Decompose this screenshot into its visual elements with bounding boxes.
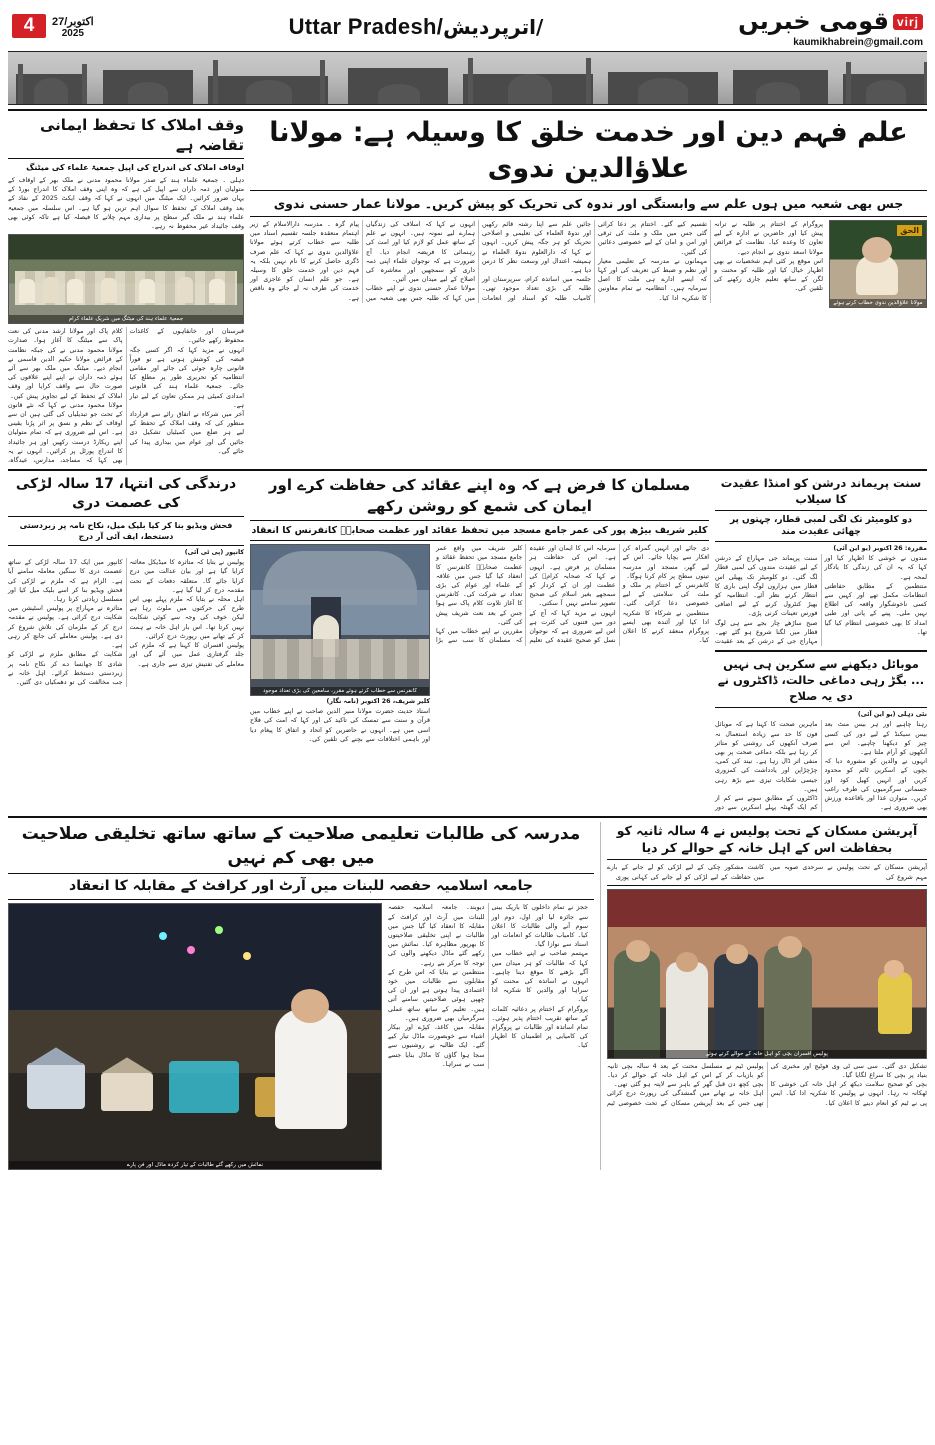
crime-body	[8, 558, 244, 687]
speaker-photo-caption: مولانا علاؤالدین ندوی خطاب کرتے ہوئے	[830, 299, 926, 307]
waqf-para-4: آخر میں شرکاء نے اتفاق رائے سے قرارداد منظور کی کہ وقف املاک کے تحفظ کے لیے ہر ضلع میں کمیٹیاں تشکیل دی جائیں گی اور عوام میں بیداری پیدا کی جائے گی۔	[129, 411, 244, 455]
date-day: /27	[52, 16, 68, 28]
madrasa-para-6: پروگرام کے اختتام پر دعائیہ کلمات کے ساتھ تقریب اختتام پذیر ہوئی۔ تمام اساتذہ اور طالبات نے پروگرام کی کامیابی پر اطمینان کا اظہار کیا۔	[491, 1005, 588, 1050]
crime-para-2: متاثرہ نے مہاراج پر پولیس اسٹیشن میں شکایت درج کرائی ہے۔ پولیس نے مقدمہ درج کر کے ملزمان کی تلاش شروع کر دی ہے۔ پولیس معاملے کی جانچ کر رہی ہے۔	[8, 605, 123, 650]
mosque-photo	[250, 544, 430, 696]
police-para-3: بچی کو صحیح سلامت دیکھ کر اہل خانہ کی خوشی کا ٹھکانہ نہ رہا۔ انہوں نے پولیس کا شکریہ ادا کیا۔ ایس پی نے ٹیم کو انعام دینے کا اعلان کیا۔	[770, 1081, 927, 1107]
police-photo-caption: پولیس افسران بچی کو اہل خانہ کے حوالے کرتے ہوئے	[608, 1050, 926, 1058]
mobile-headline: موبائل دیکھنے سے سکرین ہی نہیں ... بگڑ رہی دماغی حالت، ڈاکٹروں نے دی یہ صلاح	[717, 657, 925, 704]
police-para-2: اہل خانہ نے تھانے میں گمشدگی کی رپورٹ درج کرائی تھی جس کے بعد آپریشن مسکان کے تحت خصوصی ٹیم تشکیل دی گئی۔ سی سی ٹی وی فوٹیج اور مخبری کی بنیاد پر بچی کا سراغ لگایا گیا۔	[607, 1062, 927, 1107]
right-stack	[715, 475, 927, 812]
flood-body	[715, 554, 927, 646]
madrasa-headline: مدرسہ کی طالبات تعلیمی صلاحیت کے ساتھ ساتھ تخلیقی صلاحیت میں بھی کم نہیں	[21, 824, 581, 869]
mosque-para-4: استاذ حدیث حضرت مولانا منیر الدین صاحب نے اپنے خطاب میں قرآن و سنت سے تمسک کی تاکید کی اور کہا کہ امت کی فلاح اسی میں ہے۔ انہوں نے حاضرین کو اتحاد و اتفاق کا پیغام دیا اور باہمی اختلافات سے بچنے کی تلقین کی۔	[250, 708, 430, 743]
madrasa-photo	[8, 903, 382, 1170]
madrasa-subhead: جامعہ اسلامیہ حفصہ للبنات میں آرٹ اور کرافٹ کے مقابلہ کا انعقاد	[69, 878, 533, 895]
crime-para-5: اہل محلہ نے بتایا کہ ملزم پہلے بھی اس طرح کی حرکتوں میں ملوث رہا ہے لیکن خوف کی وجہ سے کوئی شکایت نہیں کرتا تھا۔ اس بار اہل خانہ نے ہمت کر کے تھانے میں رپورٹ درج کرائی۔	[129, 596, 244, 640]
madrasa-para-1: دیوبند۔ جامعہ اسلامیہ حفصہ للبنات میں آرٹ اور کرافٹ کے مقابلہ کا انعقاد کیا گیا جس میں طالبات نے اپنی تخلیقی صلاحیتوں کا بھرپور مظاہرہ کیا۔ نمائش میں رکھے گئے ماڈل دیکھنے والوں کی توجہ کا مرکز بنے رہے۔	[388, 904, 485, 967]
contact-email: kaumikhabrein@gmail.com	[793, 36, 923, 48]
madrasa-para-4: ججز نے تمام داخلوں کا باریک بینی سے جائزہ لیا اور اول، دوم اور سوم آنے والی طالبات کا اعلان کیا۔ کامیاب طالبات کو انعامات اور اسناد سے نوازا گیا۔	[491, 904, 588, 949]
madrasa-para-2: منتظمین نے بتایا کہ اس طرح کے مقابلوں سے طالبات میں خود اعتمادی پیدا ہوتی ہے اور ان کی چھپی ہوئی صلاحیتیں سامنے آتی ہیں۔ تعلیم کے ساتھ ساتھ عملی سرگرمیاں بھی ضروری ہیں۔	[388, 968, 485, 1022]
mosque-para-5: کانفرنس کے اختتام پر ملک و ملت کی سلامتی کے لیے خصوصی دعا کرائی گئی۔ منتظمین نے شرکاء کا شکریہ ادا کیا اور آئندہ بھی ایسے پروگرام منعقد کرنے کا اعلان کیا۔	[622, 582, 709, 645]
masthead-right	[738, 7, 923, 48]
crime-dateline: کانپور (پی ٹی آئی)	[184, 549, 244, 557]
waqf-para-3: انہوں نے مزید کہا کہ اگر کسی جگہ قبضہ کی کوشش ہوتی ہے تو فوراً قانونی چارہ جوئی کی جائے اور مقامی انتظامیہ کو تحریری طور پر مطلع کیا جائے۔ جمعیۃ علماء ہند کی قانونی امدادی کمیٹی ہر ممکن تعاون کے لیے تیار ہے۔	[129, 346, 244, 409]
waqf-subhead: اوقاف املاک کی اندراج کی اپیل جمعیۃ علماء کی میٹنگ	[26, 163, 244, 172]
police-headline: آپریشن مسکان کے تحت پولیس نے 4 سالہ ثانیہ کو بحفاظت اس کے اہل خانہ کے حوالے کر دیا	[616, 823, 918, 856]
speaker-badge: الحق	[897, 225, 922, 236]
waqf-photo	[8, 234, 244, 324]
mosque-para-1: کلیر شریف میں واقع عمر جامع مسجد میں تحفظ عقائد و عظمت صحابہؓ کانفرنس کا انعقاد کیا گیا جس میں علاقہ کے علماء اور عوام کی بڑی تعداد نے شرکت کی۔ کانفرنس کا آغاز تلاوت کلام پاک سے ہوا جس کے بعد نعت شریف پیش کی گئی۔	[436, 545, 523, 626]
lead-para-6: پروگرام کے اختتام پر طلبہ نے ترانہ پیش کیا اور حاضرین نے ادارہ کے لیے تعاون کا وعدہ کیا۔ نظامت کے فرائض مولانا اسعد ندوی نے انجام دیے۔	[714, 221, 823, 256]
mobile-para-2: ڈاکٹروں کے مطابق سونے سے کم از کم ایک گھنٹہ پہلے اسکرین سے دور رہنا چاہیے اور ہر بیس منٹ بعد بیس سیکنڈ کے لیے دور کی کسی چیز کو دیکھنا چاہیے۔ اس سے آنکھوں کو آرام ملتا ہے۔	[715, 721, 927, 812]
madrasa-body	[388, 903, 588, 1069]
lead-para-3: مولانا عمار حسنی ندوی نے اپنے خطاب میں کہا کہ طلبہ جس بھی شعبہ میں جائیں علم سے اپنا رشتہ قائم رکھیں اور ندوۃ العلماء کی تعلیمی و اصلاحی تحریک کو ہر جگہ پیش کریں۔ انہوں نے کہا کہ دارالعلوم ندوۃ العلماء نے ہمیشہ اعتدال اور وسعت نظر کا درس دیا ہے۔	[366, 221, 591, 302]
waqf-body	[8, 327, 244, 465]
police-photo	[607, 889, 927, 1059]
middle-section	[8, 475, 927, 812]
mosque-para-2: مقررین نے اپنے خطاب میں کہا کہ مسلمان کا سب سے بڑا سرمایہ اس کا ایمان اور عقیدہ ہے۔ اس کی حفاظت ہر مسلمان پر فرض ہے۔ انہوں نے کہا کہ صحابہ کرامؓ کی عظمت اور ان کے کردار کو سمجھے بغیر اسلام کی صحیح تصویر سامنے نہیں آ سکتی۔	[436, 545, 616, 645]
crime-subhead: فحش ویڈیو بنا کر کیا بلیک میل، نکاح نامہ پر زبردستی دستخط، ایف آئی آر درج	[19, 521, 233, 542]
mosque-para-3: انہوں نے مزید کہا کہ آج کے دور میں فتنوں کی کثرت ہے اس لیے ضروری ہے کہ نوجوان نسل کو صحیح عقیدہ کی تعلیم دی جائے اور انہیں گمراہ کن افکار سے بچایا جائے۔ اس کے لیے گھر، مسجد اور مدرسہ تینوں سطح پر کام کرنا ہوگا۔	[529, 545, 709, 645]
flood-para-1: سنت پریماند جی مہاراج کے درشن کے لیے عقیدت مندوں کی لمبی قطار لگ گئی۔ دو کلومیٹر تک پھیلی اس قطار میں ہزاروں لوگ اپنی باری کا انتظار کرتے نظر آئے۔ انتظامیہ کو بھیڑ کنٹرول کرنے کے لیے اضافی فورس تعینات کرنی پڑی۔	[715, 555, 818, 618]
lead-para-5: مہمانوں نے مدرسہ کے تعلیمی معیار اور نظم و ضبط کی تعریف کی اور کہا کہ ایسے ادارے ہی ملت کا اصل سرمایہ ہیں۔ انتظامیہ نے تمام معاونین کا شکریہ ادا کیا۔	[598, 257, 707, 302]
flood-headline: سنت پریماند درشن کو امنڈا عقیدت کا سیلاب	[720, 476, 922, 507]
lead-para-7: اس موقع پر کئی اہم شخصیات نے بھی اظہار خیال کیا اور طلبہ کو محنت و لگن کے ساتھ تعلیم جاری رکھنے کی تلقین کی۔	[714, 257, 823, 293]
waqf-intro: دہلی ۔ جمعیۃ علماء ہند کے صدر مولانا محمود مدنی نے ملک بھر کے اوقاف کے متولیان اور ذمہ داران سے اپیل کی ہے کہ وہ اپنی وقف املاک کا اندراج بورڈ کے یہاں ضرور کرائیں۔ ایک میٹنگ میں انہوں نے کہا کہ وقف ایکٹ 2025 کے نفاذ کے بعد وقف املاک کے تحفظ کا سوال اہم ترین ہو گیا ہے۔ اس سلسلہ میں جمعیۃ علماء ہند نے ملک گیر سطح پر بیداری مہم چلانے کا فیصلہ کیا ہے تاکہ کوئی بھی وقف جائیداد غیر محفوظ نہ رہے۔	[8, 177, 244, 231]
mobile-dateline: نئی دہلی (یو این آئی)	[857, 711, 927, 719]
skyline-banner-image	[8, 51, 927, 105]
publication-name: قومی خبریں	[738, 6, 889, 35]
flood-dateline: مقررہ: 26 اکتوبر (یو این آئی)	[833, 545, 927, 553]
mosque-photo-caption: کانفرنس سے خطاب کرتے ہوئے مقرر، سامعین کی بڑی تعداد موجود	[251, 687, 429, 695]
mobile-para-3: انہوں نے والدین کو مشورہ دیا کہ بچوں کے اسکرین ٹائم کو محدود کریں اور انہیں کھیل کود اور جسمانی سرگرمیوں کی طرف راغب کریں۔ متوازن غذا اور باقاعدہ ورزش بھی ضروری ہے۔	[824, 758, 927, 812]
crime-para-1: کانپور میں ایک 17 سالہ لڑکی کے ساتھ عصمت دری کا سنگین معاملہ سامنے آیا ہے۔ الزام ہے کہ ملزم نے لڑکی کی فحش ویڈیو بنا کر اسے بلیک میل کیا اور مسلسل زیادتی کرتا رہا۔	[8, 559, 123, 604]
police-subhead-left: کاشت مشکور چکی کے لیے لڑکی کو لے جانے کے بارے میں حفاظت کے لیے لڑکی کو لے جانے کی کہانی پوری	[607, 864, 764, 881]
crime-headline: درندگی کی انتہا، 17 سالہ لڑکی کی عصمت دری	[15, 476, 237, 512]
lead-headline: علم فہم دین اور خدمت خلق کا وسیلہ ہے: مولانا علاؤالدین ندوی	[269, 117, 908, 184]
madrasa-para-3: مقابلہ میں کاغذ، کپڑے اور بیکار اشیاء سے خوبصورت ماڈل تیار کیے گئے۔ ایک طالبہ نے روشنیوں سے سجا ہوا گاؤں کا ماڈل بنایا جسے سب نے سراہا۔	[388, 1023, 485, 1068]
crime-para-6: پولیس افسران کا کہنا ہے کہ ملزم کی جلد گرفتاری عمل میں آئے گی اور معاملے کی تفتیش تیزی سے جاری ہے۔	[129, 642, 244, 668]
edition-title	[94, 14, 738, 40]
waqf-para-2: مولانا محمود مدنی نے کہا کہ نئے قانون کے تحت جو تبدیلیاں کی گئی ہیں ان سے اوقاف کے نظم و نسق پر اثر پڑنا یقینی ہے۔ اس لیے ضروری ہے کہ تمام متولیان اپنے ریکارڈ درست رکھیں اور ہر جائیداد کا اندراج پورٹل پر کرائیں۔ انہوں نے یہ بھی کہا کہ مساجد، مدارس، عیدگاہ، قبرستان اور خانقاہوں کے کاغذات محفوظ رکھے جائیں۔	[8, 328, 244, 465]
police-subhead-right: آپریشن مسکان کے تحت پولیس نے سرحدی صوبہ میں مہم شروع کی	[770, 864, 927, 881]
police-story	[600, 822, 927, 1170]
mosque-subhead: کلیر شریف بیڑھ پور کی عمر جامع مسجد میں تحفظ عقائد اور عظمت صحابہؓ کانفرنس کا انعقاد	[251, 525, 708, 537]
masthead-left	[12, 14, 94, 40]
lead-subhead: جس بھی شعبہ میں ہوں علم سے وابستگی اور ندوہ کی تحریک کو پیش کریں۔ مولانا عمار حسنی ندوی	[273, 196, 904, 211]
date-month: اکتوبر	[67, 16, 94, 28]
lead-para-4: جلسہ میں اساتذہ کرام، سرپرستان اور طلبہ کی بڑی تعداد موجود تھی۔ کامیاب طلبہ کو اسناد اور انعامات تقسیم کیے گئے۔ اختتام پر دعا کرائی گئی جس میں ملک و ملت کی ترقی اور امن و امان کے لیے خصوصی دعائیں کی گئیں۔	[482, 221, 707, 302]
lead-para-2: انہوں نے کہا کہ اسلاف کی زندگیاں ہمارے لیے نمونہ ہیں۔ انہوں نے علم کے ساتھ عمل کو لازم کیا اور امت کی رہنمائی کا فریضہ انجام دیا۔ آج ضرورت ہے کہ نوجوان علماء اپنی ذمہ داری کو سمجھیں اور معاشرہ کی اصلاح کے لیے میدان میں آئیں۔	[366, 221, 475, 284]
bottom-section	[8, 822, 927, 1170]
mobile-para-1: ماہرین صحت کا کہنا ہے کہ موبائل فون کا حد سے زیادہ استعمال نہ صرف آنکھوں کی روشنی کو متاثر کر رہا ہے بلکہ دماغی صحت پر بھی منفی اثر ڈال رہا ہے۔ نیند کی کمی، چڑچڑاپن اور یادداشت کی کمزوری جیسی شکایات تیزی سے بڑھ رہی ہیں۔	[715, 721, 818, 793]
publisher-logo: virj	[893, 14, 923, 30]
mosque-dateline: کلیر شریف، 26 اکتوبر (نامہ نگار)	[326, 698, 430, 706]
waqf-para-1: کلام پاک اور مولانا ارشد مدنی کی نعت پاک سے میٹنگ کا آغاز ہوا۔ صدارت مولانا محمود مدنی نے کی جبکہ نظامت کے فرائض مولانا حکیم الدین قاسمی نے انجام دیے۔ میٹنگ میں ملک بھر سے آئے ہوئے ذمہ داران نے اپنے اپنے علاقوں کی صورت حال سے واقف کرایا اور وقف املاک کے تحفظ کے لیے تجاویز پیش کیں۔	[8, 328, 123, 400]
page-number: 4	[12, 14, 46, 38]
waqf-photo-caption: جمعیۃ علماء ہند کی میٹنگ میں شریک علماء کرام	[9, 315, 243, 323]
speaker-photo	[829, 220, 927, 308]
crime-para-4: پولیس نے بتایا کہ متاثرہ کا میڈیکل معائنہ کرایا گیا ہے اور بیان عدالت میں درج کرایا جائے گا۔ متعلقہ دفعات کے تحت مقدمہ درج کر لیا گیا ہے۔	[129, 559, 244, 594]
lead-body	[250, 220, 823, 303]
crime-para-3: شکایت کے مطابق ملزم نے لڑکی کو شادی کا جھانسا دے کر نکاح نامہ پر زبردستی دستخط کرائے۔ اہل خانہ نے جب مخالفت کی تو دھمکیاں دی گئیں۔	[8, 651, 123, 686]
police-para-1: پولیس ٹیم نے مسلسل محنت کے بعد 4 سالہ بچی ثانیہ کو بازیاب کر کے اس کے اہل خانہ کے حوالے کر دیا۔ بچی کچھ دن قبل گھر کے باہر سے لاپتہ ہو گئی تھی۔	[607, 1062, 764, 1089]
madrasa-story	[8, 822, 594, 1170]
madrasa-para-5: مہتمم صاحب نے اپنے خطاب میں کہا کہ طالبات کو ہر میدان میں آگے بڑھنے کا موقع دینا چاہیے۔ انہوں نے اساتذہ کی محنت کو سراہا اور والدین کا شکریہ ادا کیا۔	[491, 950, 588, 1004]
waqf-headline: وقف املاک کا تحفظ ایمانی تقاضہ ہے	[39, 116, 244, 154]
waqf-story	[8, 115, 244, 465]
madrasa-photo-caption: نمائش میں رکھے گئے طالبات کے تیار کردہ ماڈل اور فن پارے	[9, 1161, 381, 1169]
flood-subhead: دو کلومیٹر تک لگی لمبی قطار، چہتوں پر چھائی عقیدت مند	[729, 515, 913, 538]
crime-story	[8, 475, 244, 812]
mosque-story	[250, 475, 709, 812]
flood-para-2: صبح ساڑھے چار بجے سے ہی لوگ قطار میں لگنا شروع ہو گئے تھے۔ مہاراج جی کے درشن کے بعد عقیدت مندوں نے خوشی کا اظہار کیا اور کہا کہ یہ ان کی زندگی کا یادگار لمحہ ہے۔	[715, 555, 927, 646]
mosque-body	[436, 544, 709, 645]
lead-para-1: پیام گرہ ۔ مدرسہ دارالاسلام کے زیر اہتمام منعقدہ جلسہ تقسیم اسناد میں طلبہ سے خطاب کرتے ہوئے مولانا علاؤالدین ندوی نے کہا کہ علم صرف ڈگری حاصل کرنے کا نام نہیں بلکہ یہ فہم دین اور خدمت خلق کا وسیلہ ہے۔ جو علم انسان کو عاجزی اور خدمت کی طرف نہ لے جائے وہ ناقص ہے۔	[250, 221, 359, 302]
police-body	[607, 1062, 927, 1108]
edition-name-ur: اترپردیش/	[443, 15, 544, 39]
top-section	[8, 115, 927, 465]
masthead	[8, 6, 927, 48]
mosque-headline: مسلمان کا فرض ہے کہ وہ اپنے عقائد کی حفاظت کرے اور ایمان کی شمع کو روشن رکھے	[268, 476, 691, 516]
date-year: 2025	[61, 28, 84, 39]
flood-para-3: منتظمین کے مطابق حفاظتی انتظامات مکمل تھے اور کہیں سے کسی ناخوشگوار واقعہ کی اطلاع نہیں ملی۔ پینے کے پانی اور طبی امداد کا بھی خصوصی انتظام کیا گیا تھا۔	[824, 582, 927, 636]
mobile-body	[715, 720, 927, 812]
lead-story	[250, 115, 927, 465]
date-block	[52, 14, 94, 40]
edition-name-en: Uttar Pradesh/	[288, 14, 444, 39]
